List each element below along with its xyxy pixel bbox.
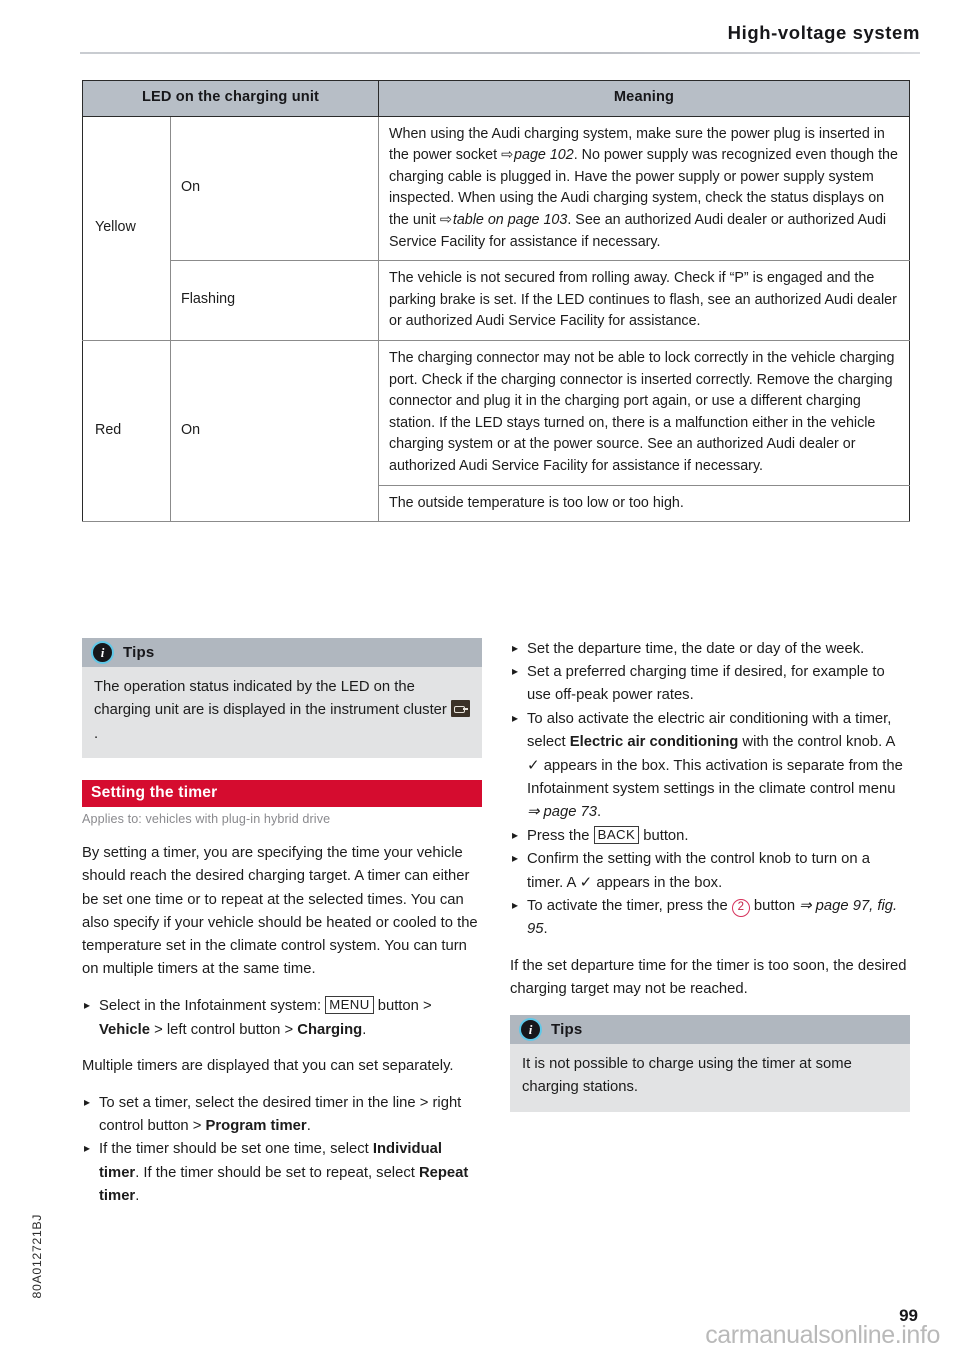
page-title: High-voltage system bbox=[727, 22, 920, 43]
table-header-row bbox=[83, 81, 910, 117]
page-reference: ⇒ page 97, fig. 95 bbox=[527, 898, 898, 938]
table-row bbox=[83, 116, 910, 261]
bullet-text-mid2: > left control button > bbox=[150, 1021, 298, 1038]
bullet-text-mid2: appears in the box. This activation is separate from the Infotainment system settings in the climate control menu bbox=[527, 758, 903, 798]
callout-number-2: 2 bbox=[732, 899, 750, 917]
list-item bbox=[510, 848, 910, 895]
bullet-text-prefix: Confirm the setting with the control knob to turn on a timer. A bbox=[527, 850, 870, 892]
bullet-text-end: . bbox=[597, 804, 602, 821]
bullet-bold-program-timer: Program timer bbox=[205, 1118, 307, 1135]
tips-text-before-icon: The operation status indicated by the LED on the charging unit are is displayed in the instrument cluster bbox=[94, 679, 451, 719]
cell-led-state: Flashing bbox=[171, 261, 379, 341]
multiple-timers-paragraph: Multiple timers are displayed that you can set separately. bbox=[82, 1057, 454, 1074]
bullet-text-mid: button > bbox=[373, 998, 432, 1015]
bullet-text-prefix: To activate the timer, press the bbox=[527, 898, 732, 915]
bullet-text-prefix: Press the bbox=[527, 827, 594, 844]
tips-body: It is not possible to charge using the timer at some charging stations. bbox=[510, 1044, 910, 1112]
list-item bbox=[510, 825, 910, 848]
applies-to-note: Applies to: vehicles with plug-in hybrid drive bbox=[82, 812, 331, 827]
bullet-text-prefix: If the timer should be set one time, select bbox=[99, 1141, 373, 1158]
table-header-led: LED on the charging unit bbox=[83, 81, 379, 117]
bullet-text-end: . bbox=[543, 921, 548, 938]
cell-meaning: The charging connector may not be able to lock correctly in the vehicle charging port. Check if the charging connector is inserted correctly. Remove the charging connector and plug it in the charging port again, or use a different charging station. If the LED stays turned on, there is a malfunction either in the vehicle charging system or at the power source. See an authorized Audi dealer or authorized Audi Service Facility for assistance if necessary. bbox=[379, 340, 910, 485]
left-column bbox=[82, 638, 482, 1221]
bullet-text-end: . bbox=[135, 1187, 140, 1204]
bullet-text-mid: . If the timer should be set to repeat, select bbox=[135, 1164, 419, 1181]
cell-led-state: On bbox=[171, 116, 379, 261]
cell-led-color: Red bbox=[83, 340, 171, 521]
list-item bbox=[82, 995, 482, 1041]
bullet-text-end: . bbox=[362, 1021, 367, 1038]
bullet-text-end: appears in the box. bbox=[592, 875, 723, 892]
table-row bbox=[83, 340, 910, 485]
list-item: ▸ Set a preferred charging time if desired, for example to use off-peak power rates. bbox=[510, 661, 910, 707]
list-item: ▸ Set the departure time, the date or day of the week. bbox=[510, 638, 910, 661]
tips-text-after-icon: . bbox=[94, 725, 99, 742]
info-icon: i bbox=[91, 641, 114, 664]
header-divider bbox=[80, 52, 920, 54]
checkmark-icon: ✓ bbox=[579, 874, 593, 892]
table-row bbox=[83, 261, 910, 341]
bullet-bold-charging: Charging bbox=[297, 1021, 363, 1038]
menu-key[interactable]: MENU bbox=[325, 996, 373, 1014]
list-item bbox=[510, 895, 910, 941]
page-number: 99 bbox=[899, 1306, 918, 1325]
document-number: 80A012721BJ bbox=[30, 1213, 44, 1298]
bullet-text-prefix: To set a timer, select the desired timer in the line > right control button > bbox=[99, 1095, 462, 1135]
departure-paragraph: If the set departure time for the timer is too soon, the desired charging target may not be reached. bbox=[510, 957, 907, 997]
bullet-list-select bbox=[82, 995, 482, 1041]
bullet-list-timer-setup bbox=[82, 1092, 482, 1208]
cell-meaning: The vehicle is not secured from rolling away. Check if “P” is engaged and the parking brake is set. If the LED continues to flash, see an authorized Audi dealer or authorized Audi Service Facility for assistance. bbox=[379, 261, 910, 341]
watermark: carmanualsonline.info bbox=[705, 1321, 940, 1349]
tips-body bbox=[82, 667, 482, 758]
table-header-meaning: Meaning bbox=[379, 81, 910, 117]
bullet-bold-repeat-timer: Repeat timer bbox=[99, 1164, 469, 1204]
tips-header bbox=[510, 1015, 910, 1044]
back-key[interactable]: BACK bbox=[594, 826, 640, 844]
bullet-bold-vehicle: Vehicle bbox=[99, 1021, 151, 1038]
list-item bbox=[82, 1138, 482, 1208]
tips-label: Tips bbox=[123, 644, 155, 661]
bullet-text-end: . bbox=[306, 1118, 311, 1135]
list-item bbox=[82, 1092, 482, 1138]
charging-plug-icon bbox=[451, 700, 470, 717]
checkmark-icon: ✓ bbox=[527, 757, 540, 775]
bullet-bold-individual-timer: Individual timer bbox=[99, 1141, 442, 1181]
intro-paragraph: By setting a timer, you are specifying the time your vehicle should reach the desired charging target. A timer can either be set one time or to repeat at the selected times. You can also specify if your vehicle should be heated or cooled to the temperature set in the climate control system. You can turn on multiple timers at the same time. bbox=[82, 845, 478, 978]
tips-box-right bbox=[510, 1015, 910, 1112]
led-status-table bbox=[82, 80, 910, 522]
bullet-text-end: button. bbox=[639, 827, 689, 844]
cell-meaning: The outside temperature is too low or too high. bbox=[379, 485, 910, 522]
info-icon: i bbox=[519, 1018, 542, 1041]
bullet-list-timer-options bbox=[510, 638, 910, 942]
tips-box-left bbox=[82, 638, 482, 758]
list-item bbox=[510, 708, 910, 825]
tips-header bbox=[82, 638, 482, 667]
section-heading-setting-the-timer: Setting the timer bbox=[82, 780, 482, 807]
cell-led-color: Yellow bbox=[83, 116, 171, 340]
bullet-text-prefix: To also activate the electric air conditioning with a timer, select bbox=[527, 710, 892, 750]
table-body bbox=[83, 116, 910, 522]
right-column bbox=[510, 638, 910, 1134]
page-reference: ⇨table on page 103 bbox=[439, 211, 568, 228]
page-header bbox=[80, 22, 920, 56]
body-columns bbox=[82, 638, 910, 1258]
bullet-bold-electric-ac: Electric air conditioning bbox=[569, 733, 739, 750]
page-reference: ⇒ page 73 bbox=[527, 804, 597, 821]
cell-meaning: When using the Audi charging system, make sure the power plug is inserted in the power socket ⇨page 102. No power supply was recognized even though the charging cable is plugged in. Have the power supply or power supply system inspected. When using the Audi charging system, check the status displays on the unit ⇨table on page 103. See an authorized Audi dealer or authorized Audi Service Facility for assistance if necessary. bbox=[379, 116, 910, 261]
page-reference: ⇨page 102 bbox=[501, 147, 574, 164]
bullet-text-mid: with the control knob. A bbox=[738, 733, 895, 750]
cell-led-state: On bbox=[171, 340, 379, 521]
bullet-text-mid: button bbox=[749, 898, 800, 915]
bullet-text-prefix: Select in the Infotainment system: bbox=[99, 998, 326, 1015]
tips-label: Tips bbox=[551, 1021, 583, 1039]
